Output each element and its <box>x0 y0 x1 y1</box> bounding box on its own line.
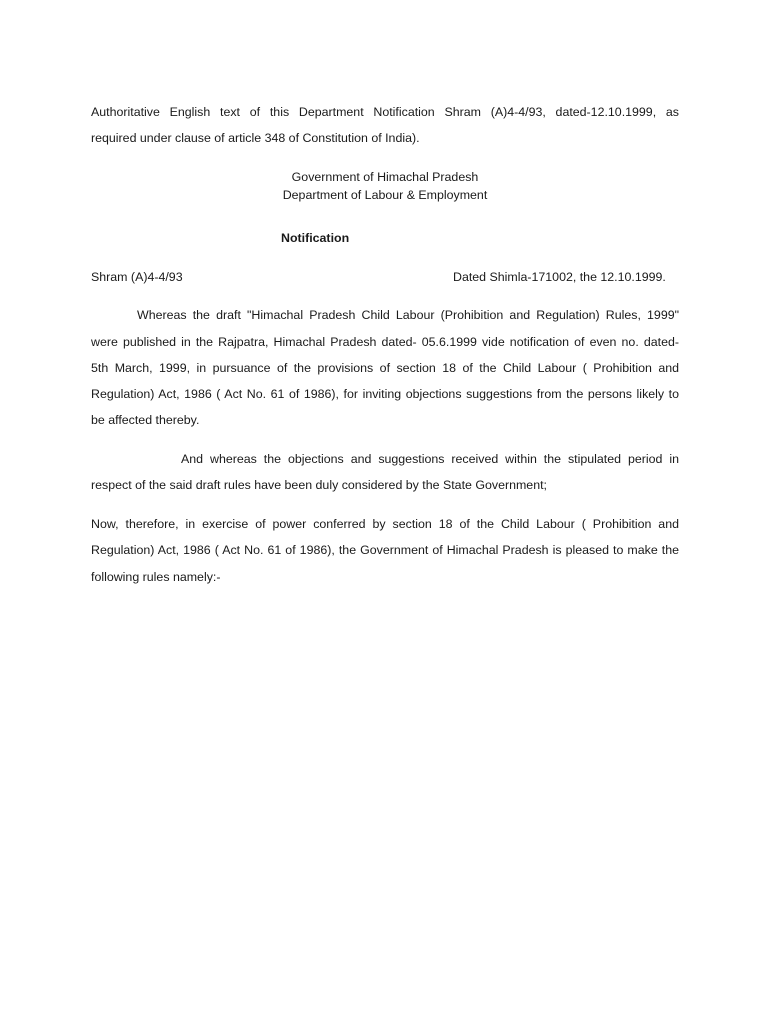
reference-number: Shram (A)4-4/93 <box>91 270 183 284</box>
paragraph1-line-5: be affected thereby. <box>91 413 200 427</box>
paragraph3-line-1: Now, therefore, in exercise of power conferred by section 18 of the Child Labour ( Prohibition and <box>91 517 679 531</box>
paragraph3-line-2: Regulation) Act, 1986 ( Act No. 61 of 1986), the Government of Himachal Pradesh is pleased to make the <box>91 543 679 557</box>
intro-line-2: required under clause of article 348 of Constitution of India). <box>91 131 420 145</box>
government-heading: Government of Himachal Pradesh <box>291 170 479 184</box>
department-heading: Department of Labour & Employment <box>282 188 488 202</box>
paragraph1-line-4: Regulation) Act, 1986 ( Act No. 61 of 1986), for inviting objections suggestions from the persons likely to <box>91 387 679 401</box>
paragraph2-line-2: respect of the said draft rules have been duly considered by the State Government; <box>91 478 547 492</box>
paragraph1-line-3: 5th March, 1999, in pursuance of the provisions of section 18 of the Child Labour ( Prohibition and <box>91 361 679 375</box>
paragraph3-line-3: following rules namely:- <box>91 570 221 584</box>
paragraph1-line-1: Whereas the draft "Himachal Pradesh Child Labour (Prohibition and Regulation) Rules, 1999" <box>137 308 679 322</box>
notification-title: Notification <box>281 231 350 245</box>
paragraph1-line-2: were published in the Rajpatra, Himachal Pradesh dated- 05.6.1999 vide notification of even no. dated- <box>91 335 679 349</box>
reference-date: Dated Shimla-171002, the 12.10.1999. <box>453 270 666 284</box>
intro-line-1: Authoritative English text of this Department Notification Shram (A)4-4/93, dated-12.10.1999, as <box>91 105 679 119</box>
paragraph2-line-1: And whereas the objections and suggestions received within the stipulated period in <box>181 452 679 466</box>
